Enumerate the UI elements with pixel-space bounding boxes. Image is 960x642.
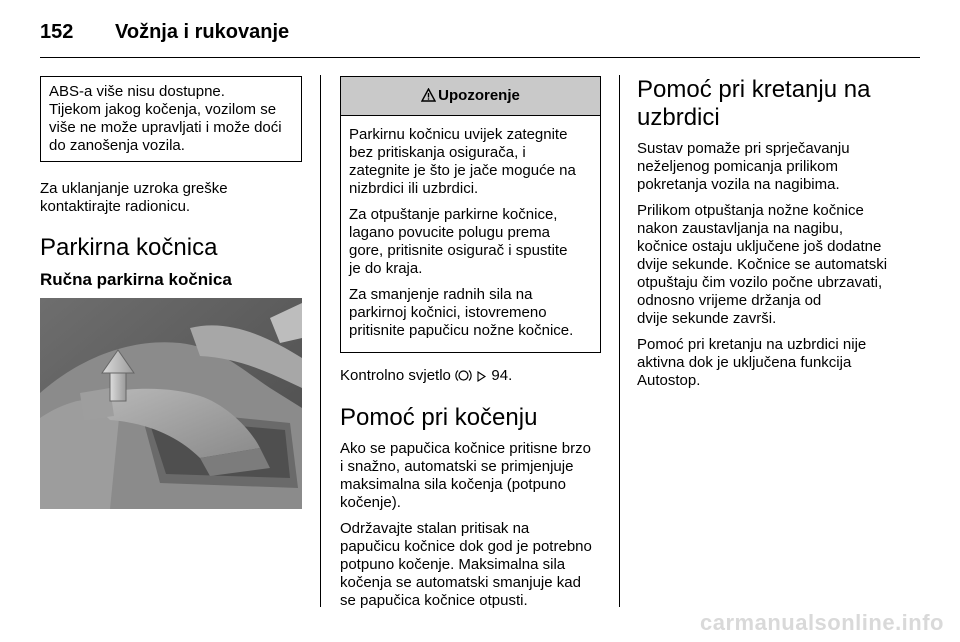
page-reference-arrow-icon[interactable] <box>476 370 487 388</box>
column-middle <box>340 76 601 618</box>
column-right <box>637 76 907 398</box>
warning-body <box>341 116 600 352</box>
hill-assist-paragraph: Pomoć pri kretanju na uzbrdici nije aktivna dok je uključena funkcija Autostop. <box>637 336 867 389</box>
brake-assist-paragraph: Održavajte stalan pritisak na papučicu kočnice dok god je potrebno potpuno kočenje. Maksimalna sila kočenja se automatski smanjuje kad se papučica kočnice otpusti. <box>340 520 592 609</box>
column-divider-left <box>320 75 321 607</box>
section-title: Vožnja i rukovanje <box>115 21 290 43</box>
column-left <box>40 76 302 509</box>
warning-title: Upozorenje <box>438 87 520 104</box>
heading-brake-assist: Pomoć pri kočenju <box>340 404 538 431</box>
warning-box <box>340 76 601 353</box>
warning-paragraph: Parkirnu kočnicu uvijek zategnite bez pritiskanja osigurača, i zategnite je što je jače moguće na nizbrdici ili uzbrdici. <box>349 126 576 197</box>
brake-assist-paragraph: Ako se papučica kočnice pritisne brzo i snažno, automatski se primjenjuje maksimalna sila kočenja (potpuno kočenje). <box>340 440 591 511</box>
indicator-text: Kontrolno svjetlo <box>340 367 451 384</box>
subheading-hand-brake: Ručna parkirna kočnica <box>40 270 232 289</box>
page-header <box>40 18 920 50</box>
abs-notice-box <box>40 76 302 162</box>
heading-parking-brake: Parkirna kočnica <box>40 234 218 261</box>
header-divider <box>40 57 920 58</box>
heading-hill-start-assist: Pomoć pri kretanju na uzbrdici <box>637 76 871 131</box>
notice-line: do zanošenja vozila. <box>49 137 185 154</box>
warning-paragraph: Za smanjenje radnih sila na parkirnoj kočnici, istovremeno pritisnite papučicu nožne kočnice. <box>349 286 574 339</box>
brake-warning-light-icon <box>455 368 472 388</box>
handbrake-lever-illustration <box>40 298 302 509</box>
hill-assist-paragraph: Sustav pomaže pri sprječavanju neželjenog pomicanja prilikom pokretanja vozila na nagibima. <box>637 140 850 193</box>
fault-text: Za uklanjanje uzroka greške kontaktirajte radionicu. <box>40 180 228 215</box>
page-number: 152 <box>40 21 74 43</box>
warning-paragraph: Za otpuštanje parkirne kočnice, lagano povucite polugu prema gore, pritisnite osigurač i spustite je do kraja. <box>349 206 568 277</box>
notice-line: ABS-a više nisu dostupne. <box>49 83 225 100</box>
watermark: carmanualsonline.info <box>700 610 944 635</box>
column-divider-right <box>619 75 620 607</box>
warning-header <box>341 77 600 116</box>
hill-assist-paragraph: Prilikom otpuštanja nožne kočnice nakon zaustavljanja na nagibu, kočnice ostaju uključene još dodatne dvije sekunde. Kočnice se automatski otpuštaju čim vozilo počne ubrzavati, odnosno vrijeme držanja od dvije sekunde završi. <box>637 202 888 327</box>
indicator-page-ref[interactable]: 94. <box>491 367 513 384</box>
warning-triangle-icon <box>421 79 436 117</box>
indicator-line <box>340 367 601 388</box>
notice-line: Tijekom jakog kočenja, vozilom se <box>49 101 277 118</box>
notice-line: više ne može upravljati i može doći <box>49 119 282 136</box>
handbrake-illustration-svg <box>40 298 302 509</box>
